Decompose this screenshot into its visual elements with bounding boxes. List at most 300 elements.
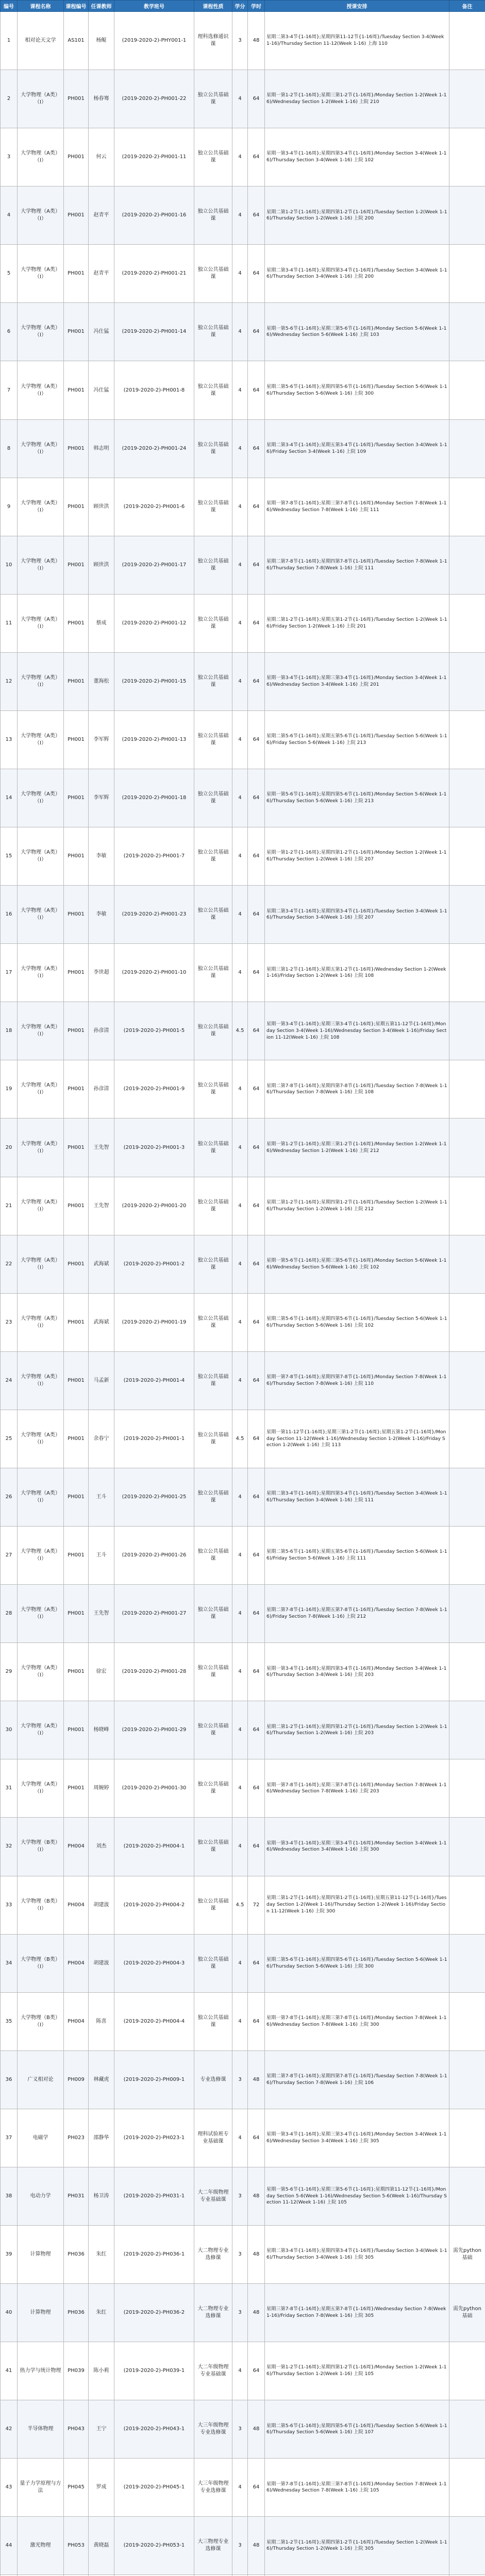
course-nature: 独立公共基础课	[194, 1585, 232, 1643]
hours: 64	[248, 128, 265, 187]
course-name: 大学物理（A类）（I）	[18, 1585, 64, 1643]
teacher-name: 王先智	[89, 1177, 114, 1235]
credit: 4	[232, 1177, 248, 1235]
teacher-name: 冯仕猛	[89, 361, 114, 419]
class-id: (2019-2020-2)-PH001-7	[114, 827, 194, 886]
note	[449, 1351, 485, 1410]
course-nature: 独立公共基础课	[194, 303, 232, 361]
arrangement: 星期二第5-6节{1-16周};星期四第5-6节{1-16周}/Tuesday Section 5-6(Week 1-16)/Thursday Section 5-6(Week 1-16) 上院 102	[265, 1293, 449, 1351]
course-code: PH001	[64, 769, 89, 827]
hours: 64	[248, 1701, 265, 1759]
course-code: PH001	[64, 245, 89, 303]
course-nature: 大二物理专业选修课	[194, 2284, 232, 2342]
note	[449, 303, 485, 361]
course-name: 大学物理（A类）（I）	[18, 419, 64, 478]
header-class-id: 教学班号	[114, 1, 194, 12]
course-code: PH001	[64, 944, 89, 1002]
teacher-name: 顾世洪	[89, 478, 114, 536]
course-nature: 独立公共基础课	[194, 944, 232, 1002]
hours: 64	[248, 710, 265, 769]
header-arrangement: 授课安排	[265, 1, 449, 12]
table-row	[1, 2050, 485, 2109]
arrangement: 星期二第7-8节{1-16周};星期四第7-8节{1-16周}/Tuesday Section 7-8(Week 1-16)/Thursday Section 7-8(Week 1-16) 上院 108	[265, 1060, 449, 1118]
course-name: 大学物理（A类）（I）	[18, 944, 64, 1002]
course-code: PH004	[64, 1992, 89, 2050]
credit: 4	[232, 303, 248, 361]
teacher-name: 李军辉	[89, 769, 114, 827]
credit: 3	[232, 2517, 248, 2575]
table-row	[1, 2109, 485, 2167]
course-nature: 独立公共基础课	[194, 769, 232, 827]
teacher-name: 武海斌	[89, 1293, 114, 1351]
course-name: 大学物理（A类）（I）	[18, 1701, 64, 1759]
arrangement: 星期二第3-4节{1-16周};星期五第3-4节{1-16周}/Tuesday Section 3-4(Week 1-16)/Friday Section 3-4(Week 1-16) 上院 109	[265, 419, 449, 478]
note	[449, 2459, 485, 2517]
credit: 4	[232, 1060, 248, 1118]
row-no: 11	[1, 594, 18, 652]
class-id: (2019-2020-2)-PH031-1	[114, 2167, 194, 2225]
class-id: (2019-2020-2)-PH001-21	[114, 245, 194, 303]
table-row	[1, 1060, 485, 1118]
class-id: (2019-2020-2)-PH053-1	[114, 2517, 194, 2575]
credit: 3	[232, 2225, 248, 2283]
course-nature: 独立公共基础课	[194, 1410, 232, 1468]
teacher-name: 胡建波	[89, 1934, 114, 1992]
note	[449, 2167, 485, 2225]
course-code: PH001	[64, 1759, 89, 1818]
hours: 64	[248, 652, 265, 710]
teacher-name: 董海松	[89, 652, 114, 710]
course-name: 广义相对论	[18, 2050, 64, 2109]
teacher-name: 黄晓磊	[89, 2517, 114, 2575]
hours: 64	[248, 1468, 265, 1526]
note	[449, 1701, 485, 1759]
row-no: 9	[1, 478, 18, 536]
teacher-name: 李军辉	[89, 710, 114, 769]
course-code: PH001	[64, 710, 89, 769]
course-name: 大学物理（B类）（I）	[18, 1992, 64, 2050]
course-nature: 独立公共基础课	[194, 361, 232, 419]
row-no: 38	[1, 2167, 18, 2225]
hours: 64	[248, 1818, 265, 1876]
course-nature: 独立公共基础课	[194, 1002, 232, 1060]
course-code: PH045	[64, 2459, 89, 2517]
arrangement: 星期一第1-2节{1-16周};星期四第1-2节{1-16周}/Monday Section 1-2(Week 1-16)/Thursday Section 1-2(Week 1-16) 上院 207	[265, 827, 449, 886]
row-no: 7	[1, 361, 18, 419]
course-code: PH001	[64, 827, 89, 886]
row-no: 4	[1, 187, 18, 245]
course-name: 大学物理（A类）（I）	[18, 536, 64, 594]
credit: 4	[232, 1759, 248, 1818]
row-no: 26	[1, 1468, 18, 1526]
note	[449, 12, 485, 70]
hours: 64	[248, 303, 265, 361]
table-row	[1, 1002, 485, 1060]
class-id: (2019-2020-2)-PH023-1	[114, 2109, 194, 2167]
course-code: AS101	[64, 12, 89, 70]
row-no: 27	[1, 1527, 18, 1585]
row-no: 5	[1, 245, 18, 303]
table-row	[1, 1468, 485, 1526]
row-no: 39	[1, 2225, 18, 2283]
course-name: 量子力学原理与方法	[18, 2459, 64, 2517]
credit: 4	[232, 1293, 248, 1351]
credit: 3	[232, 2400, 248, 2459]
arrangement: 星期二第1-2节{1-16周};星期四第1-2节{1-16周};星期五第11-12节{1-16周}/Tuesday Section 1-2(Week 1-16)/Thursday Section 1-2(Week 1-16)/Friday Section 11-12(Week 1-16) 上院 300	[265, 1876, 449, 1934]
arrangement: 星期二第1-2节{1-16周};星期四第1-2节{1-16周}/Tuesday Section 1-2(Week 1-16)/Thursday Section 1-2(Week 1-16) 上院 200	[265, 187, 449, 245]
row-no: 16	[1, 886, 18, 944]
class-id: (2019-2020-2)-PH001-17	[114, 536, 194, 594]
course-nature: 独立公共基础课	[194, 536, 232, 594]
row-no: 18	[1, 1002, 18, 1060]
table-row	[1, 2225, 485, 2283]
course-code: PH001	[64, 1410, 89, 1468]
course-code: PH023	[64, 2109, 89, 2167]
hours: 48	[248, 2284, 265, 2342]
note	[449, 2400, 485, 2459]
table-row	[1, 187, 485, 245]
row-no: 31	[1, 1759, 18, 1818]
row-no: 35	[1, 1992, 18, 2050]
class-id: (2019-2020-2)-PH001-30	[114, 1759, 194, 1818]
table-row	[1, 2342, 485, 2400]
hours: 64	[248, 1527, 265, 1585]
course-code: PH001	[64, 1643, 89, 1701]
credit: 4	[232, 536, 248, 594]
hours: 64	[248, 1060, 265, 1118]
credit: 3	[232, 2284, 248, 2342]
course-nature: 独立公共基础课	[194, 1992, 232, 2050]
table-row	[1, 128, 485, 187]
course-nature: 独立公共基础课	[194, 1759, 232, 1818]
credit: 4.5	[232, 1876, 248, 1934]
hours: 64	[248, 1759, 265, 1818]
note	[449, 1177, 485, 1235]
course-nature: 独立公共基础课	[194, 1235, 232, 1293]
arrangement: 星期二第5-6节{1-16周};星期四第5-6节{1-16周}/Tuesday Section 5-6(Week 1-16)/Thursday Section 5-6(Week 1-16) 上院 300	[265, 1934, 449, 1992]
course-name: 大学物理（A类）（I）	[18, 1351, 64, 1410]
class-id: (2019-2020-2)-PH001-6	[114, 478, 194, 536]
arrangement: 星期一第3-4节{1-16周};星期三第3-4节{1-16周}/Monday Section 3-4(Week 1-16)/Wednesday Section 3-4(Week 1-16) 上院 305	[265, 2109, 449, 2167]
course-name: 大学物理（B类）（I）	[18, 1876, 64, 1934]
teacher-name: 陈小莉	[89, 2342, 114, 2400]
teacher-name: 王先智	[89, 1585, 114, 1643]
note	[449, 361, 485, 419]
credit: 4	[232, 2459, 248, 2517]
note	[449, 944, 485, 1002]
course-code: PH036	[64, 2225, 89, 2283]
course-nature: 大二年级物理专业基础课	[194, 2167, 232, 2225]
course-code: PH039	[64, 2342, 89, 2400]
row-no: 37	[1, 2109, 18, 2167]
course-name: 大学物理（B类）（I）	[18, 1934, 64, 1992]
table-row	[1, 1759, 485, 1818]
course-nature: 独立公共基础课	[194, 1643, 232, 1701]
header-teacher: 任课教师	[89, 1, 114, 12]
course-code: PH001	[64, 303, 89, 361]
class-id: (2019-2020-2)-PH004-3	[114, 1934, 194, 1992]
teacher-name: 王斗	[89, 1527, 114, 1585]
teacher-name: 胡建波	[89, 1876, 114, 1934]
hours: 64	[248, 419, 265, 478]
row-no: 44	[1, 2517, 18, 2575]
course-nature: 独立公共基础课	[194, 1818, 232, 1876]
teacher-name: 邵静华	[89, 2109, 114, 2167]
arrangement: 星期一第7-8节{1-16周};星期三第7-8节{1-16周}/Monday Section 7-8(Week 1-16)/Wednesday Section 7-8(Week 1-16) 上院 111	[265, 478, 449, 536]
course-nature: 独立公共基础课	[194, 1468, 232, 1526]
course-nature: 独立公共基础课	[194, 187, 232, 245]
note	[449, 1527, 485, 1585]
course-name: 计算物理	[18, 2225, 64, 2283]
course-name: 大学物理（A类）（I）	[18, 1643, 64, 1701]
table-row	[1, 536, 485, 594]
row-no: 29	[1, 1643, 18, 1701]
class-id: (2019-2020-2)-PH001-15	[114, 652, 194, 710]
course-nature: 独立公共基础课	[194, 478, 232, 536]
table-row	[1, 303, 485, 361]
row-no: 43	[1, 2459, 18, 2517]
row-no: 21	[1, 1177, 18, 1235]
teacher-name: 武海斌	[89, 1235, 114, 1293]
table-row	[1, 1585, 485, 1643]
arrangement: 星期一第3-4节{1-16周};星期四第3-4节{1-16周}/Monday Section 3-4(Week 1-16)/Thursday Section 3-4(Week 1-16) 上院 203	[265, 1643, 449, 1701]
course-nature: 大三年级物理专业选修课	[194, 2459, 232, 2517]
teacher-name: 杨晓峰	[89, 1701, 114, 1759]
course-code: PH001	[64, 419, 89, 478]
table-row	[1, 1643, 485, 1701]
credit: 4	[232, 1934, 248, 1992]
course-name: 电磁学	[18, 2109, 64, 2167]
hours: 64	[248, 1293, 265, 1351]
class-id: (2019-2020-2)-PH001-13	[114, 710, 194, 769]
class-id: (2019-2020-2)-PH001-4	[114, 1351, 194, 1410]
course-name: 大学物理（A类）（I）	[18, 710, 64, 769]
arrangement: 星期二第5-6节{1-16周};星期四第5-6节{1-16周}/Tuesday Section 5-6(Week 1-16)/Thursday Section 5-6(Week 1-16) 上院 300	[265, 361, 449, 419]
class-id: (2019-2020-2)-PHY001-1	[114, 12, 194, 70]
course-nature: 独立公共基础课	[194, 1060, 232, 1118]
teacher-name: 徐宏	[89, 1643, 114, 1701]
teacher-name: 陈喜	[89, 1992, 114, 2050]
table-row	[1, 70, 485, 128]
course-name: 大学物理（A类）（I）	[18, 303, 64, 361]
class-id: (2019-2020-2)-PH001-26	[114, 1527, 194, 1585]
note	[449, 1118, 485, 1177]
row-no: 32	[1, 1818, 18, 1876]
row-no: 36	[1, 2050, 18, 2109]
table-row	[1, 419, 485, 478]
course-nature: 独立公共基础课	[194, 1177, 232, 1235]
hours: 48	[248, 2517, 265, 2575]
course-nature: 独立公共基础课	[194, 594, 232, 652]
table-row	[1, 886, 485, 944]
note	[449, 769, 485, 827]
hours: 64	[248, 2459, 265, 2517]
course-code: PH001	[64, 1468, 89, 1526]
arrangement: 星期二第7-8节{1-16周};星期五第7-8节{1-16周}/Tuesday Section 7-8(Week 1-16)/Friday Section 7-8(Week 1-16) 上院 212	[265, 1585, 449, 1643]
credit: 3	[232, 2167, 248, 2225]
hours: 64	[248, 1410, 265, 1468]
row-no: 23	[1, 1293, 18, 1351]
course-name: 大学物理（A类）（I）	[18, 1410, 64, 1468]
header-credit: 学分	[232, 1, 248, 12]
course-code: PH001	[64, 594, 89, 652]
course-name: 电动力学	[18, 2167, 64, 2225]
table-row	[1, 1293, 485, 1351]
arrangement: 星期一第1-2节{1-16周};星期三第1-2节{1-16周}/Monday Section 1-2(Week 1-16)/Wednesday Section 1-2(Week 1-16) 上院 212	[265, 1118, 449, 1177]
note	[449, 2050, 485, 2109]
course-code: PH001	[64, 1585, 89, 1643]
row-no: 14	[1, 769, 18, 827]
hours: 64	[248, 478, 265, 536]
note	[449, 419, 485, 478]
note	[449, 1818, 485, 1876]
teacher-name: 李世超	[89, 944, 114, 1002]
table-row	[1, 1818, 485, 1876]
header-course-code: 课程编号	[64, 1, 89, 12]
class-id: (2019-2020-2)-PH001-11	[114, 128, 194, 187]
hours: 64	[248, 361, 265, 419]
arrangement: 星期一第7-8节{1-16周};星期三第7-8节{1-16周}/Monday Section 7-8(Week 1-16)/Wednesday Section 7-8(Week 1-16) 上院 300	[265, 1992, 449, 2050]
class-id: (2019-2020-2)-PH001-24	[114, 419, 194, 478]
table-row	[1, 2400, 485, 2459]
teacher-name: 韩志明	[89, 419, 114, 478]
hours: 64	[248, 1992, 265, 2050]
course-nature: 独立公共基础课	[194, 1934, 232, 1992]
teacher-name: 赵青平	[89, 187, 114, 245]
course-code: PH001	[64, 1235, 89, 1293]
hours: 64	[248, 2109, 265, 2167]
table-row	[1, 245, 485, 303]
credit: 4	[232, 1818, 248, 1876]
hours: 48	[248, 2050, 265, 2109]
credit: 3	[232, 2050, 248, 2109]
hours: 64	[248, 1177, 265, 1235]
class-id: (2019-2020-2)-PH001-12	[114, 594, 194, 652]
course-code: PH001	[64, 886, 89, 944]
row-no: 15	[1, 827, 18, 886]
note	[449, 1235, 485, 1293]
hours: 64	[248, 1351, 265, 1410]
arrangement: 星期二第3-4节{1-16周};星期四第3-4节{1-16周}/Tuesday Section 3-4(Week 1-16)/Thursday Section 3-4(Week 1-16) 上院 111	[265, 1468, 449, 1526]
course-code: PH001	[64, 1060, 89, 1118]
course-name: 大学物理（A类）（I）	[18, 769, 64, 827]
hours: 64	[248, 944, 265, 1002]
note	[449, 478, 485, 536]
table-body	[1, 12, 485, 2576]
row-no: 25	[1, 1410, 18, 1468]
class-id: (2019-2020-2)-PH036-1	[114, 2225, 194, 2283]
note	[449, 1410, 485, 1468]
hours: 64	[248, 1643, 265, 1701]
arrangement: 星期二第5-6节{1-16周};星期五第5-6节{1-16周}/Tuesday Section 5-6(Week 1-16)/Friday Section 5-6(Week 1-16) 上院 213	[265, 710, 449, 769]
credit: 4	[232, 1527, 248, 1585]
teacher-name: 蔡成	[89, 594, 114, 652]
teacher-name: 罗成	[89, 2459, 114, 2517]
arrangement: 星期一第3-4节{1-16周};星期四第3-4节{1-16周}/Monday Section 3-4(Week 1-16)/Thursday Section 3-4(Week 1-16) 上院 102	[265, 128, 449, 187]
course-code: PH004	[64, 1934, 89, 1992]
table-row	[1, 1934, 485, 1992]
course-name: 大学物理（A类）（I）	[18, 1293, 64, 1351]
course-code: PH001	[64, 1177, 89, 1235]
teacher-name: 马孟新	[89, 1351, 114, 1410]
teacher-name: 王先智	[89, 1118, 114, 1177]
note	[449, 70, 485, 128]
hours: 64	[248, 594, 265, 652]
row-no: 10	[1, 536, 18, 594]
course-nature: 独立公共基础课	[194, 652, 232, 710]
course-code: PH001	[64, 652, 89, 710]
teacher-name: 朱红	[89, 2225, 114, 2283]
teacher-name: 余春宁	[89, 1410, 114, 1468]
note	[449, 1002, 485, 1060]
row-no: 20	[1, 1118, 18, 1177]
course-code: PH001	[64, 536, 89, 594]
class-id: (2019-2020-2)-PH043-1	[114, 2400, 194, 2459]
row-no: 30	[1, 1701, 18, 1759]
credit: 4	[232, 2109, 248, 2167]
hours: 48	[248, 2225, 265, 2283]
course-code: PH001	[64, 1527, 89, 1585]
course-name: 大学物理（A类）（I）	[18, 1527, 64, 1585]
class-id: (2019-2020-2)-PH036-2	[114, 2284, 194, 2342]
course-name: 大学物理（A类）（I）	[18, 1177, 64, 1235]
teacher-name: 赵青平	[89, 245, 114, 303]
credit: 4	[232, 1701, 248, 1759]
credit: 4	[232, 1351, 248, 1410]
course-code: PH001	[64, 1293, 89, 1351]
credit: 4.5	[232, 1410, 248, 1468]
row-no: 8	[1, 419, 18, 478]
course-name: 大学物理（A类）（I）	[18, 128, 64, 187]
note	[449, 710, 485, 769]
course-code: PH001	[64, 361, 89, 419]
teacher-name: 杨卫涛	[89, 2167, 114, 2225]
teacher-name: 朱红	[89, 2284, 114, 2342]
note	[449, 652, 485, 710]
course-code: PH001	[64, 187, 89, 245]
note	[449, 128, 485, 187]
header-note: 备注	[449, 1, 485, 12]
course-code: PH001	[64, 1351, 89, 1410]
arrangement: 星期三第7-8节{1-16周};星期五第7-8节{1-16周}/Wednesday Section 7-8(Week 1-16)/Friday Section 7-8(Week 1-16) 上院 305	[265, 2284, 449, 2342]
class-id: (2019-2020-2)-PH039-1	[114, 2342, 194, 2400]
course-nature: 大二物理专业选修课	[194, 2225, 232, 2283]
arrangement: 星期二第3-4节{1-16周};星期四第3-4节{1-16周}/Tuesday Section 3-4(Week 1-16)/Thursday Section 3-4(Week 1-16) 上院 305	[265, 2225, 449, 2283]
row-no: 24	[1, 1351, 18, 1410]
hours: 48	[248, 12, 265, 70]
teacher-name: 李敏	[89, 886, 114, 944]
class-id: (2019-2020-2)-PH004-2	[114, 1876, 194, 1934]
class-id: (2019-2020-2)-PH001-9	[114, 1060, 194, 1118]
course-nature: 独立公共基础课	[194, 827, 232, 886]
course-name: 大学物理（A类）（I）	[18, 886, 64, 944]
note	[449, 2109, 485, 2167]
row-no: 28	[1, 1585, 18, 1643]
course-name: 大学物理（A类）（I）	[18, 478, 64, 536]
note	[449, 1992, 485, 2050]
table-row	[1, 769, 485, 827]
hours: 64	[248, 245, 265, 303]
header-nature: 课程性质	[194, 1, 232, 12]
table-row	[1, 2459, 485, 2517]
arrangement: 星期一第7-8节{1-16周};星期四第7-8节{1-16周}/Monday Section 7-8(Week 1-16)/Thursday Section 7-8(Week 1-16) 上院 110	[265, 1351, 449, 1410]
course-code: PH009	[64, 2050, 89, 2109]
course-nature: 大二年级物理专业基础课	[194, 2342, 232, 2400]
credit: 4	[232, 1468, 248, 1526]
row-no: 40	[1, 2284, 18, 2342]
credit: 4	[232, 70, 248, 128]
note	[449, 536, 485, 594]
